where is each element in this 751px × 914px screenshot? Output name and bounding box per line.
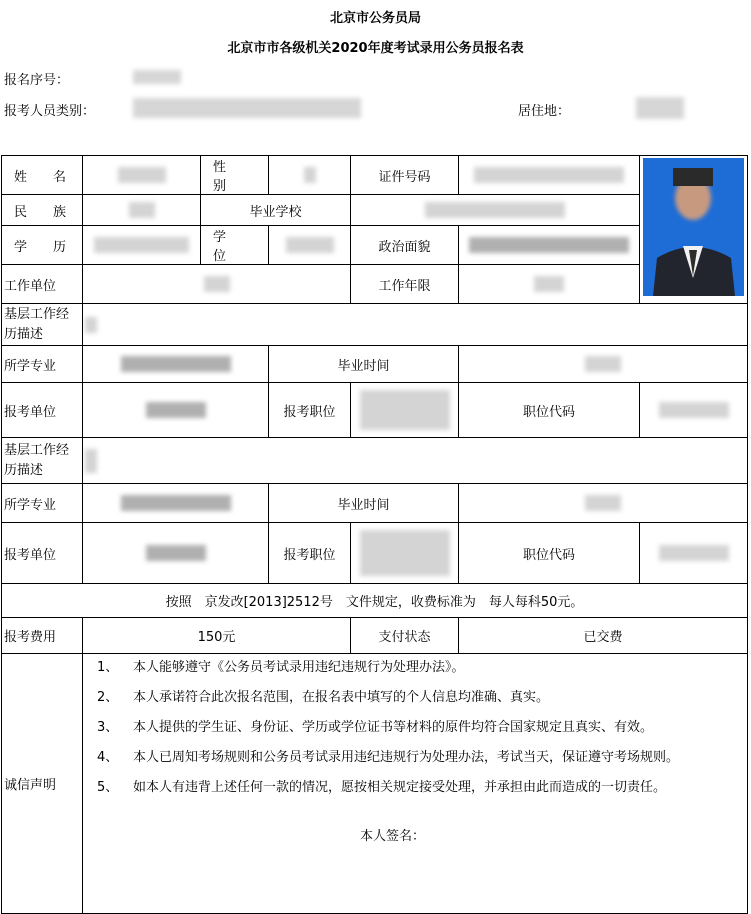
grad-time-value-1 <box>459 346 748 383</box>
major-label-2: 所学专业 <box>2 484 83 523</box>
school-label: 毕业学校 <box>201 195 351 226</box>
political-value <box>459 226 640 265</box>
political-label: 政治面貌 <box>351 226 459 265</box>
apply-post-value-1 <box>351 383 459 438</box>
major-label-1: 所学专业 <box>2 346 83 383</box>
grad-time-label-1: 毕业时间 <box>269 346 459 383</box>
school-value <box>351 195 640 226</box>
work-years-value <box>459 265 640 304</box>
apply-post-value-2 <box>351 523 459 584</box>
ethnicity-label-cell: 民 族 <box>2 195 83 226</box>
grassroots-value-1 <box>83 304 748 346</box>
gender-label-cell: 性 别 <box>201 156 269 195</box>
grad-time-value-2 <box>459 484 748 523</box>
employer-value <box>83 265 351 304</box>
major-value-1 <box>83 346 269 383</box>
post-code-label-1: 职位代码 <box>459 383 640 438</box>
name-value <box>83 156 201 195</box>
grassroots-label-1: 基层工作经历描述 <box>2 304 83 346</box>
post-code-value-2 <box>640 523 748 584</box>
education-label-cell: 学 历 <box>2 226 83 265</box>
employer-label: 工作单位 <box>2 265 83 304</box>
grassroots-label-2: 基层工作经历描述 <box>2 438 83 484</box>
signature-label: 本人签名： <box>359 829 425 844</box>
apply-unit-label-2: 报考单位 <box>2 523 83 584</box>
reg-no-label: 报名序号： <box>4 73 70 88</box>
form-title: 北京市市各级机关2020年度考试录用公务员报名表 <box>227 41 524 56</box>
apply-unit-value-1 <box>83 383 269 438</box>
category-label: 报考人员类别： <box>4 104 96 119</box>
apply-unit-label-1: 报考单位 <box>2 383 83 438</box>
degree-label-cell: 学 位 <box>201 226 269 265</box>
fee-amount: 150元 <box>83 618 351 654</box>
oath-item: 5、 如本人有违背上述任何一款的情况，愿按相关规定接受处理，并承担由此而造成的一切责任。 <box>97 780 667 795</box>
education-value <box>83 226 201 265</box>
pay-status-value: 已交费 <box>459 618 748 654</box>
oath-item: 2、 本人承诺符合此次报名范围，在报名表中填写的个人信息均准确、真实。 <box>97 690 550 705</box>
registration-form-table <box>1 155 748 914</box>
oath-item: 4、 本人已周知考场规则和公务员考试录用违纪违规行为处理办法，考试当天，保证遵守考场规则。 <box>97 750 680 765</box>
photo-cell <box>640 156 748 304</box>
fee-label: 报考费用 <box>2 618 83 654</box>
oath-label: 诚信声明 <box>2 654 83 914</box>
work-years-label: 工作年限 <box>351 265 459 304</box>
apply-post-label-2: 报考职位 <box>269 523 351 584</box>
residence-value-redacted <box>636 97 684 119</box>
degree-value <box>269 226 351 265</box>
oath-content <box>83 654 748 914</box>
major-value-2 <box>83 484 269 523</box>
post-code-value-1 <box>640 383 748 438</box>
id-no-label: 证件号码 <box>351 156 459 195</box>
fee-notice: 按照 京发改[2013]2512号 文件规定，收费标准为 每人每科50元。 <box>2 584 748 618</box>
grassroots-value-2 <box>83 438 748 484</box>
applicant-photo <box>643 158 744 296</box>
oath-item: 1、 本人能够遵守《公务员考试录用违纪违规行为处理办法》。 <box>97 660 465 675</box>
gender-value <box>269 156 351 195</box>
ethnicity-value <box>83 195 201 226</box>
pay-status-label: 支付状态 <box>351 618 459 654</box>
apply-unit-value-2 <box>83 523 269 584</box>
bureau-title: 北京市公务员局 <box>329 11 421 26</box>
oath-list <box>85 654 745 844</box>
portrait-figure <box>643 158 744 296</box>
apply-post-label-1: 报考职位 <box>269 383 351 438</box>
category-value-redacted <box>133 98 361 118</box>
oath-item: 3、 本人提供的学生证、身份证、学历或学位证书等材料的原件均符合国家规定且真实、有效。 <box>97 720 654 735</box>
reg-no-value-redacted <box>133 70 181 84</box>
residence-label: 居住地： <box>518 104 571 119</box>
name-label-cell: 姓 名 <box>2 156 83 195</box>
id-no-value <box>459 156 640 195</box>
grad-time-label-2: 毕业时间 <box>269 484 459 523</box>
post-code-label-2: 职位代码 <box>459 523 640 584</box>
